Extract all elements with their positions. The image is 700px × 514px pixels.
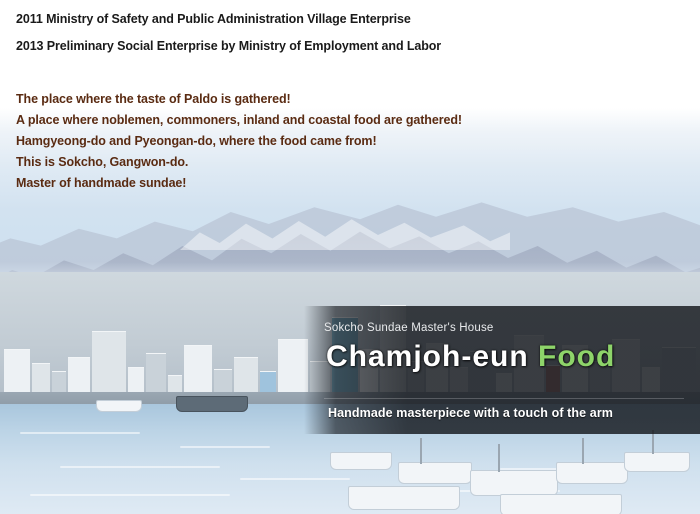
boat [330, 452, 392, 470]
boat [398, 462, 472, 484]
brand-caption-panel [304, 306, 700, 434]
boat [348, 486, 460, 510]
slogan-line: This is Sokcho, Gangwon-do. [16, 155, 189, 169]
boat [470, 470, 558, 496]
brand-title [326, 340, 615, 374]
boat [556, 462, 628, 484]
slogan-line: Hamgyeong-do and Pyeongan-do, where the food came from! [16, 134, 377, 148]
slogan-line: Master of handmade sundae! [16, 176, 187, 190]
brand-tagline: Handmade masterpiece with a touch of the arm [328, 406, 614, 420]
credentials-block [16, 12, 441, 66]
boat-mast [498, 444, 500, 472]
slogan-line: The place where the taste of Paldo is gathered! [16, 92, 291, 106]
brand-title-main: Chamjoh-eun [326, 340, 529, 373]
caption-divider [324, 398, 684, 399]
credential-line: 2013 Preliminary Social Enterprise by Ministry of Employment and Labor [16, 39, 442, 53]
boat [500, 494, 622, 514]
boat [624, 452, 690, 472]
credential-line: 2011 Ministry of Safety and Public Administration Village Enterprise [16, 12, 411, 26]
slogan-line: A place where noblemen, commoners, inland and coastal food are gathered! [16, 113, 462, 127]
brand-title-accent: Food [538, 340, 616, 373]
boat [176, 396, 248, 412]
boat-mast [420, 438, 422, 464]
slogan-block [16, 92, 462, 197]
boat-mast [582, 438, 584, 464]
brand-subtitle: Sokcho Sundae Master's House [324, 322, 494, 334]
boat [96, 400, 142, 412]
